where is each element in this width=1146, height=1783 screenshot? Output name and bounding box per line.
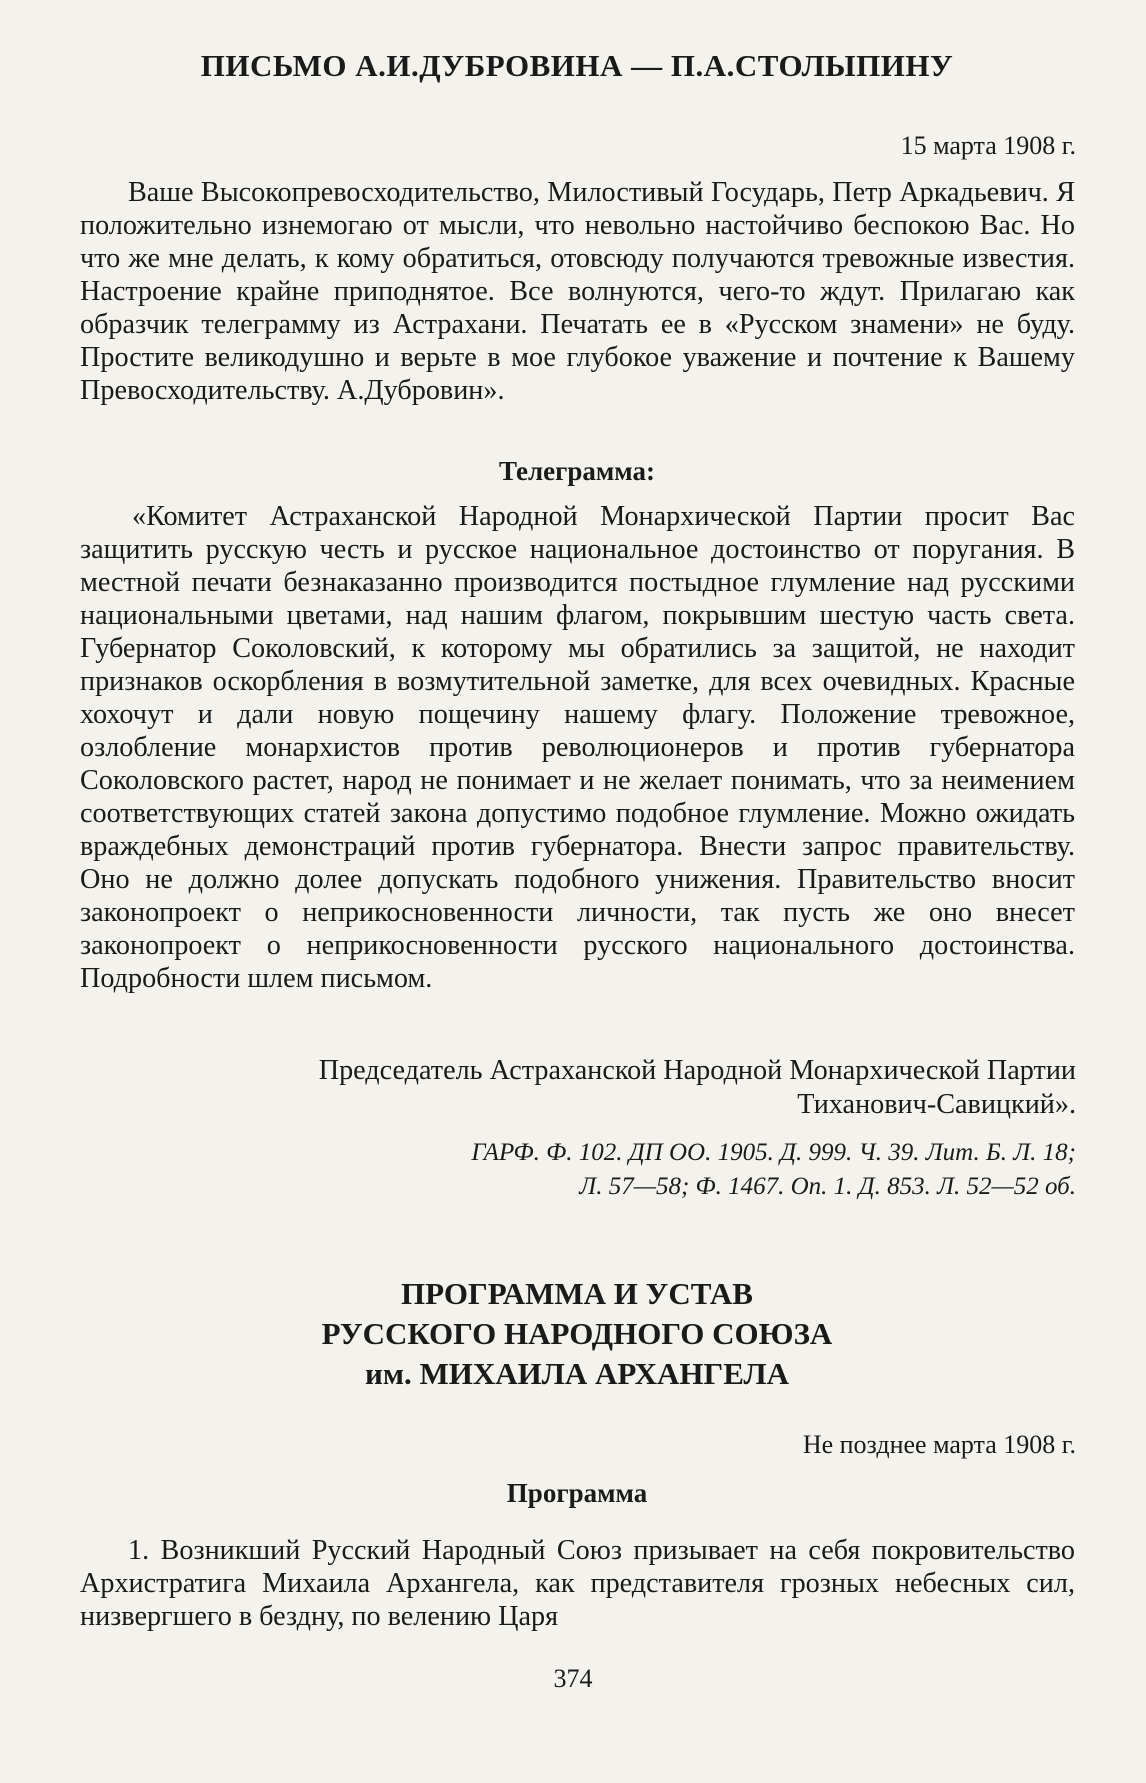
letter-date: 15 марта 1908 г. xyxy=(900,131,1076,160)
program-title-line-2: РУССКОГО НАРОДНОГО СОЮЗА xyxy=(321,1316,833,1351)
letter-body: Ваше Высокопревосходительство, Милостивый Государь, Петр Аркадьевич. Я положительно изнемогаю от мысли, что невольно настойчиво беспокою Вас. Но что же мне делать, к кому обратиться, отовсюду получаются тревожные известия. Настроение крайне приподнятое. Все волнуются, чего-то ждут. Прилагаю как образчик телеграмму из Астрахани. Печатать ее в «Русском знамени» не буду. Простите великодушно и верьте в мое глубокое уважение и почтение к Вашему Превосходительству. А.Дубровин». xyxy=(80,177,1075,406)
program-title-line-1: ПРОГРАММА И УСТАВ xyxy=(401,1276,753,1311)
telegram-body: «Комитет Астраханской Народной Монархической Партии просит Вас защитить русскую честь и русское национальное достоинство от поругания. В местной печати безнаказанно производится постыдное глумление над русскими национальными цветами, над нашим флагом, покрывшим шестую часть света. Губернатор Соколовский, к которому мы обратились за защитой, не находит признаков оскорбления в возмутительной заметке, для всех очевидных. Красные хохочут и дали новую пощечину нашему флагу. Положение тревожное, озлобление монархистов против революционеров и против губернатора Соколовского растет, народ не понимает и не желает понимать, что за неимением соответствующих статей закона допустимо подобное глумление. Можно ожидать враждебных демонстраций против губернатора. Внести запрос правительству. Оно не должно долее допускать подобного унижения. Правительство вносит законопроект о неприкосновенности личности, так пусть же оно внесет законопроект о неприкосновенности русского национального достоинства. Подробности шлем письмом. xyxy=(80,501,1075,994)
telegram-heading: Телеграмма: xyxy=(499,456,655,486)
letter-title: ПИСЬМО А.И.ДУБРОВИНА — П.А.СТОЛЫПИНУ xyxy=(200,48,954,83)
telegram-signature-name: Тиханович-Савицкий». xyxy=(797,1089,1076,1120)
program-date: Не позднее марта 1908 г. xyxy=(802,1430,1076,1459)
program-title-line-3: им. МИХАИЛА АРХАНГЕЛА xyxy=(364,1356,789,1391)
program-heading: Программа xyxy=(506,1478,648,1508)
archive-source-line-2: Л. 57—58; Ф. 1467. Оп. 1. Д. 853. Л. 52—52 об. xyxy=(579,1173,1076,1200)
telegram-signature-title: Председатель Астраханской Народной Монархической Партии xyxy=(318,1055,1076,1086)
program-item-1: 1. Возникший Русский Народный Союз призывает на себя покровительство Архистратига Михаила Архангела, как представителя грозных небесных сил, низвергшего в бездну, по велению Царя xyxy=(80,1535,1075,1632)
page-number: 374 xyxy=(553,1664,593,1693)
archive-source-line-1: ГАРФ. Ф. 102. ДП ОО. 1905. Д. 999. Ч. 39. Лит. Б. Л. 18; xyxy=(471,1139,1076,1166)
